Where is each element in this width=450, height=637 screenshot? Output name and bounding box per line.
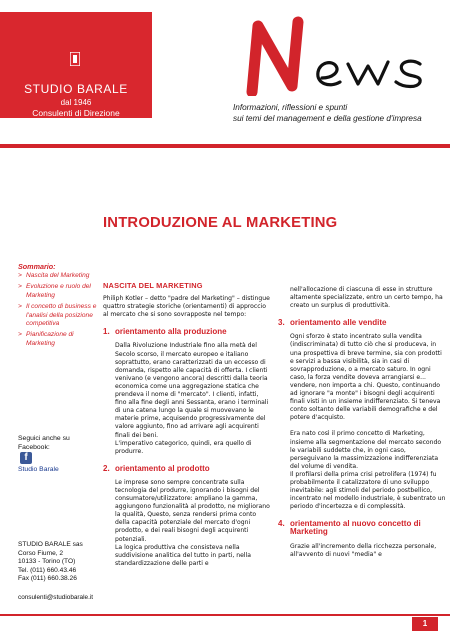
- paragraph-vendite-2: Era nato così il primo concetto di Marketing, insieme alla segmentazione del mercato secondo le variabili suddette che, in ogni caso, perseguivano la massimizzazione indifferenziata del volume di vendita.: [290, 430, 442, 470]
- article-column-1: [103, 282, 271, 568]
- facebook-link[interactable]: Studio Barale: [18, 466, 59, 473]
- sommario-item[interactable]: > Pianificazione di Marketing: [18, 331, 74, 347]
- heading-nuovo-marketing: 4. orientamento al nuovo concetto di Marketing: [278, 519, 421, 537]
- paragraph-vendite-3: Il profilarsi della prima crisi petrolifera (1974) fu probabilmente il catalizzatore di uno sviluppo inevitabile: agli stimoli del periodo postbellico, incentrato nel modello industriale, è subentrato un periodo d'incertezza e di complessità.: [290, 470, 446, 511]
- arrow-icon: >: [18, 331, 22, 339]
- paragraph-vendite: Ogni sforzo è stato incentrato sulla vendita (indiscriminata) di tutto ciò che si produceva, in una prospettiva di breve termine, sia con prodotti e servizi a bassa visibilità, sia in casi di sovrapproduzione, o a mercato saturo. In ogni caso, la forza vendite doveva arrangiarsi e... vendere, non importa a chi. Questo, continuando ad ignorare "a monte" i bisogni degli acquirenti finali visti in un insieme indifferenziato. Si teneva conto soltanto delle variabili demografiche e del potere d'acquisto.: [290, 333, 442, 422]
- arrow-icon: >: [18, 283, 22, 291]
- arrow-icon: >: [18, 272, 22, 279]
- paragraph-continuation: nell'allocazione di ciascuna di esse in strutture altamente specializzate, entro un certo tempo, ha creato un surplus di produttività.: [290, 286, 443, 310]
- page-number: 1: [412, 617, 438, 631]
- sommario-title: Sommario:: [18, 262, 56, 271]
- masthead-tagline: Informazioni, riflessioni e spunti sui temi del management e della gestione d'impresa: [233, 103, 422, 123]
- article-column-2: [278, 286, 446, 559]
- paragraph-prodotto: Le imprese sono sempre concentrate sulla tecnologia del produrre, ignorando i bisogni del consumatore/utilizzatore: ampliano la gamma, aggiungono funzionalità al prodotto, ne migliorano la qualità, Questo, senza rendersi prima conto della capacità potenziale del mercato d'ogni prodotto, e dei reali bisogni degli acquirenti potenziali.: [115, 478, 270, 543]
- email-link[interactable]: consulenti@studiobarale.it: [18, 594, 94, 601]
- address-block: STUDIO BARALE sas Corso Fiume, 2 10133 - Torino (TO) Tel. (011) 660.43.46 Fax (011) 660.38.26: [18, 541, 83, 583]
- paragraph-produzione-2: L'imperativo categorico, quindi, era quello di produrre.: [115, 439, 252, 455]
- sommario-list: [18, 272, 100, 351]
- sommario-item[interactable]: > Evoluzione e ruolo del Marketing: [18, 283, 91, 299]
- arrow-icon: >: [18, 303, 22, 311]
- heading-prodotto: 2. orientamento al prodotto: [103, 463, 210, 473]
- logo-subtitle: Consulenti di Direzione: [32, 108, 120, 118]
- news-masthead: [236, 16, 446, 96]
- intro-paragraph: Philiph Kotler – detto "padre del Marketing" – distingue quattro strategie storiche (orientamenti) di approccio al mercato che si sono sovrapposte nel tempo:: [103, 295, 270, 319]
- follow-text: Seguici anche su Facebook:: [18, 435, 70, 451]
- paragraph-prodotto-2: La logica produttiva che consisteva nella suddivisione analitica del tutto in parti, nella standardizzazione delle parti e: [115, 543, 251, 567]
- logo-since: dal 1946: [60, 98, 92, 107]
- footer-divider: [0, 614, 450, 616]
- paragraph-produzione: Dalla Rivoluzione Industriale fino alla metà del Secolo scorso, il mercato europeo e italiano soprattutto, erano caratterizzati da un eccesso di domanda, rispetto alle capacità di offerta. I clienti venivano (e vengono ancora) descritti dalla teoria economica come una aggregazione statica che prendeva il nome di "mercato". I clienti, infatti, fino alla fine degli anni Sessanta, erano i terminali di una catena lungo la quale si muovevano le materie prime, acquisendo progressivamente del valore aggiunto, fino ad arrivare agli acquirenti finali dei beni.: [115, 342, 269, 439]
- sommario-item[interactable]: > Nascita del Marketing: [18, 272, 90, 279]
- sommario-item[interactable]: > Il concetto di business e l'analisi della posizione competitiva: [18, 303, 97, 328]
- facebook-icon[interactable]: f: [20, 452, 32, 464]
- studio-barale-logo: [0, 12, 152, 118]
- paragraph-nuovo-marketing: Grazie all'incremento della ricchezza personale, all'avvento di nuovi "media" e: [290, 542, 437, 558]
- logo-name: STUDIO BARALE: [24, 82, 128, 96]
- logo-mark-icon: [70, 52, 80, 66]
- heading-vendite: 3. orientamento alle vendite: [278, 318, 387, 328]
- article-title: INTRODUZIONE AL MARKETING: [103, 215, 338, 231]
- news-masthead-icon: [236, 16, 446, 96]
- header-divider: [0, 144, 450, 148]
- heading-produzione: 1. orientamento alla produzione: [103, 327, 227, 337]
- section-title: NASCITA DEL MARKETING: [103, 281, 203, 290]
